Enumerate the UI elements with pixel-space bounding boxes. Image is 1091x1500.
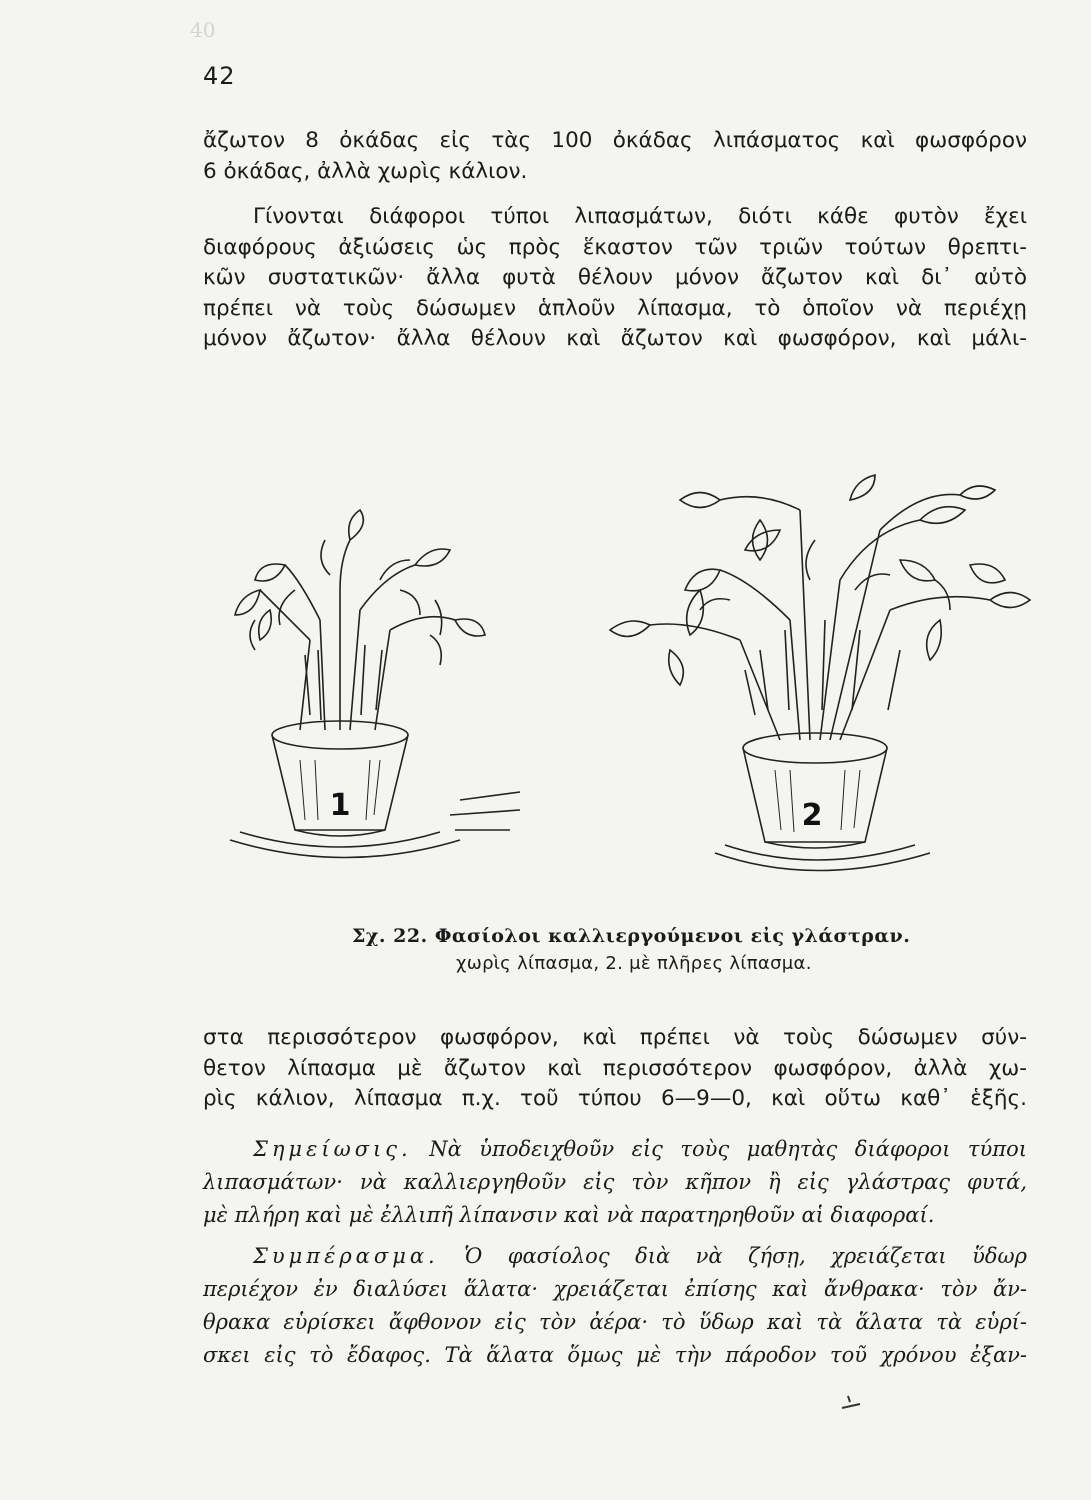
note-label: Σημείωσις. — [253, 1137, 412, 1161]
text-line: 6 ὀκάδας, ἀλλὰ χωρὶς κάλιον. — [203, 158, 528, 184]
figure-caption-title: Σχ. 22. Φασίολοι καλλιεργούμενοι εἰς γλάστραν. — [352, 925, 911, 947]
figure-illustration — [200, 470, 1040, 890]
pot-1-illustration — [230, 721, 520, 858]
text-line: μὲ πλήρη καὶ μὲ ἐλλιπῆ λίπανσιν καὶ νὰ παρατηρηθοῦν αἱ διαφοραί. — [203, 1203, 935, 1227]
note-section — [203, 1133, 1027, 1232]
paragraph-continuation — [203, 126, 1027, 187]
text-line: ρὶς κάλιον, λίπασμα π.χ. τοῦ τύπου 6—9—0, καὶ οὕτω καθ᾽ ἑξῆς. — [203, 1086, 1027, 1111]
pot-2-illustration — [715, 733, 930, 871]
text-line: θρακα εὑρίσκει ἄφθονον εἰς τὸν ἀέρα· τὸ ὕδωρ καὶ τὰ ἅλατα τὰ εὑρί- — [203, 1310, 1027, 1334]
text-line: θετον λίπασμα μὲ ἄζωτον καὶ περισσότερον φωσφόρον, ἀλλὰ χω- — [203, 1055, 1027, 1081]
pot-1-label: 1 — [329, 788, 351, 823]
text-line: κῶν συστατικῶν· ἄλλα φυτὰ θέλουν μόνον ἄζωτον καὶ δι᾽ αὐτὸ — [203, 265, 1027, 290]
text-line: Νὰ ὑποδειχθοῦν εἰς τοὺς μαθητὰς διάφοροι τύποι — [429, 1137, 1027, 1161]
figure-caption-subtitle: χωρὶς λίπασμα, 2. μὲ πλῆρες λίπασμα. — [456, 953, 812, 974]
text-line: Ὁ φασίολος διὰ νὰ ζήσῃ, χρειάζεται ὕδωρ — [464, 1244, 1027, 1268]
text-line: μόνον ἄζωτον· ἄλλα θέλουν καὶ ἄζωτον καὶ φωσφόρον, καὶ μάλι- — [203, 326, 1027, 351]
pot-2-plant-illustration — [610, 475, 1030, 740]
text-line: περιέχον ἐν διαλύσει ἅλατα· χρειάζεται ἐπίσης καὶ ἄνθρακα· τὸν ἄν- — [203, 1277, 1027, 1301]
text-line: πρέπει νὰ τοὺς δώσωμεν ἁπλοῦν λίπασμα, τὸ ὁποῖον νὰ περιέχῃ — [203, 295, 1027, 321]
text-line: στα περισσότερον φωσφόρον, καὶ πρέπει νὰ τοὺς δώσωμεν σύν- — [203, 1025, 1027, 1050]
bleed-through-page-number: 40 — [190, 18, 216, 42]
text-line: διαφόρους ἀξιώσεις ὡς πρὸς ἕκαστον τῶν τριῶν τούτων θρεπτι- — [203, 234, 1027, 260]
text-line: ἄζωτον 8 ὀκάδας εἰς τὰς 100 ὀκάδας λιπάσματος καὶ φωσφόρον — [203, 128, 1027, 153]
conclusion-label: Συμπέρασμα. — [253, 1244, 439, 1268]
pot-1-plant-illustration — [235, 510, 485, 730]
text-line: λιπασμάτων· νὰ καλλιεργηθοῦν εἰς τὸν κῆπον ἢ εἰς γλάστρας φυτά, — [203, 1170, 1027, 1194]
text-line: Γίνονται διάφοροι τύποι λιπασμάτων, διότι κάθε φυτὸν ἔχει — [253, 204, 1027, 229]
paragraph-fertilizer-types — [203, 202, 1027, 355]
printer-mark — [840, 1392, 864, 1417]
pot-2-label: 2 — [801, 798, 823, 833]
conclusion-section — [203, 1240, 1027, 1372]
paragraph-compound-fertilizer — [203, 1023, 1027, 1115]
page-number: 42 — [203, 62, 236, 90]
figure-bean-plants-in-pots — [200, 470, 1040, 890]
printer-mark-shape — [840, 1392, 864, 1412]
text-line: σκει εἰς τὸ ἔδαφος. Τὰ ἅλατα ὅμως μὲ τὴν πάροδον τοῦ χρόνου ἐξαν- — [203, 1343, 1027, 1367]
